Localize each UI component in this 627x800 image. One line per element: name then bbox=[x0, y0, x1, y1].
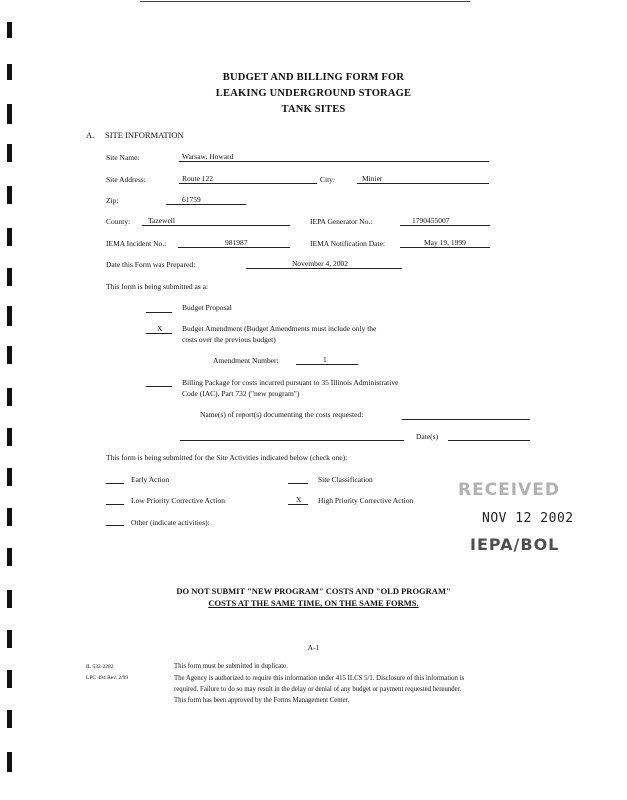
iema-incident-value[interactable]: 981987 bbox=[225, 238, 248, 247]
iema-notification-field-line bbox=[400, 247, 490, 248]
scan-edge-mark bbox=[7, 508, 12, 526]
billing-package-text-line1: Billing Package for costs incurred pursuant to 35 Illinois Administrative bbox=[182, 378, 399, 387]
amendment-number-value[interactable]: 1 bbox=[323, 355, 327, 364]
early-action-label: Early Action bbox=[131, 475, 170, 484]
scan-edge-mark bbox=[7, 268, 12, 286]
scan-edge-mark bbox=[7, 22, 12, 38]
date-prepared-label: Date this Form was Prepared: bbox=[106, 260, 196, 269]
form-title-line1: BUDGET AND BILLING FORM FOR bbox=[222, 72, 405, 83]
warning-line2: COSTS AT THE SAME TIME, ON THE SAME FORMS. bbox=[208, 598, 419, 608]
iema-notification-label: IEMA Notification Date: bbox=[310, 239, 385, 248]
footer-line1: This form must be submitted in duplicate. bbox=[174, 663, 288, 670]
footer-line3: required. Failure to do so may result in the delay or denial of any budget or payment requested hereunder. bbox=[174, 686, 462, 693]
county-field-line bbox=[142, 225, 290, 226]
reports-field-line[interactable] bbox=[402, 419, 530, 420]
zip-label: Zip: bbox=[106, 196, 119, 205]
footer-line4: This form has been approved by the Forms Management Center. bbox=[174, 697, 350, 704]
scan-edge-mark bbox=[7, 388, 12, 406]
date-prepared-field-line bbox=[246, 268, 402, 269]
county-label: County: bbox=[106, 217, 131, 226]
city-label: City: bbox=[320, 175, 336, 184]
site-name-label: Site Name: bbox=[106, 153, 140, 162]
city-field-line bbox=[357, 183, 489, 184]
city-value[interactable]: Minier bbox=[362, 174, 383, 183]
section-title: SITE INFORMATION bbox=[105, 130, 184, 140]
scan-edge-mark bbox=[7, 752, 12, 772]
early-action-checkbox[interactable] bbox=[106, 483, 124, 484]
low-priority-label: Low Priority Corrective Action bbox=[131, 496, 225, 505]
section-label: A. bbox=[86, 130, 95, 140]
form-code-2: LPC 494 Rev. 2/99 bbox=[86, 675, 129, 681]
form-title-line2: LEAKING UNDERGROUND STORAGE bbox=[215, 88, 412, 99]
iema-incident-field-line bbox=[178, 247, 290, 248]
zip-field-line bbox=[166, 204, 246, 205]
iepa-generator-label: IEPA Generator No.: bbox=[310, 217, 373, 226]
zip-value[interactable]: 61759 bbox=[182, 195, 201, 204]
site-address-field-line bbox=[179, 183, 317, 184]
scan-edge-mark bbox=[7, 428, 12, 446]
form-title-line3: TANK SITES bbox=[281, 104, 346, 115]
amendment-number-field-line bbox=[296, 364, 358, 365]
billing-package-checkbox[interactable] bbox=[146, 386, 172, 387]
site-classification-checkbox[interactable] bbox=[288, 483, 308, 484]
warning-line1: DO NOT SUBMIT "NEW PROGRAM" COSTS AND "OLD PROGRAM" bbox=[176, 586, 451, 596]
high-priority-checkbox[interactable] bbox=[288, 504, 308, 505]
form-code-1: IL 532-2282 bbox=[86, 664, 114, 670]
footer-line2: The Agency is authorized to require this information under 415 ILCS 5/1. Disclosure of this information is bbox=[174, 675, 465, 682]
county-value[interactable]: Tazewell bbox=[148, 216, 175, 225]
budget-amendment-text-line1: Budget Amendment (Budget Amendments must include only the bbox=[182, 324, 377, 333]
amendment-number-label: Amendment Number: bbox=[213, 356, 279, 365]
scan-edge-mark bbox=[7, 670, 12, 688]
scan-edge-mark bbox=[7, 228, 12, 246]
received-stamp-text: RECEIVED bbox=[458, 480, 560, 500]
reports-label: Name(s) of report(s) documenting the costs requested: bbox=[200, 410, 364, 419]
site-classification-label: Site Classification bbox=[318, 475, 373, 484]
budget-amendment-text-line2: costs over the previous budget) bbox=[182, 335, 276, 344]
budget-amendment-mark: X bbox=[157, 324, 163, 333]
high-priority-label: High Priority Corrective Action bbox=[318, 496, 414, 505]
site-address-label: Site Address: bbox=[106, 175, 146, 184]
scan-edge-mark bbox=[7, 346, 12, 364]
received-stamp-office: IEPA/BOL bbox=[470, 535, 560, 554]
reports-field-line-2[interactable] bbox=[180, 440, 404, 441]
iepa-generator-value[interactable]: 1790455007 bbox=[412, 216, 450, 225]
low-priority-checkbox[interactable] bbox=[106, 504, 124, 505]
iema-incident-label: IEMA Incident No.: bbox=[106, 239, 167, 248]
received-stamp-date: NOV 12 2002 bbox=[482, 511, 574, 526]
high-priority-mark: X bbox=[296, 495, 302, 504]
other-checkbox[interactable] bbox=[106, 525, 124, 526]
dates-label: Date(s) bbox=[416, 432, 439, 441]
site-name-value[interactable]: Warsaw, Howard bbox=[182, 152, 234, 161]
dates-field-line[interactable] bbox=[448, 440, 530, 441]
page-number: A-1 bbox=[307, 643, 320, 652]
iepa-generator-field-line bbox=[400, 225, 490, 226]
site-name-field-line bbox=[179, 161, 489, 162]
scan-edge-mark bbox=[7, 186, 12, 204]
scan-edge-mark bbox=[7, 144, 12, 162]
iema-notification-value[interactable]: May 19, 1999 bbox=[424, 238, 466, 247]
other-label: Other (indicate activities): bbox=[131, 518, 210, 527]
scan-top-edge bbox=[140, 1, 470, 2]
billing-package-text-line2: Code (IAC), Part 732 ("new program") bbox=[182, 389, 300, 398]
scan-edge-mark bbox=[7, 306, 12, 326]
budget-proposal-label: Budget Proposal bbox=[182, 303, 232, 312]
site-address-value[interactable]: Route 122 bbox=[182, 174, 214, 183]
date-prepared-value[interactable]: November 4, 2002 bbox=[292, 259, 349, 268]
budget-amendment-checkbox[interactable] bbox=[146, 333, 172, 334]
scan-edge-mark bbox=[7, 468, 12, 486]
submitted-as-text: This form is being submitted as a: bbox=[106, 282, 209, 291]
scan-edge-mark bbox=[7, 710, 12, 728]
scan-edge-mark bbox=[7, 548, 12, 566]
activities-intro-text: This form is being submitted for the Site Activities indicated below (check one): bbox=[106, 453, 348, 462]
budget-proposal-checkbox[interactable] bbox=[146, 312, 172, 313]
